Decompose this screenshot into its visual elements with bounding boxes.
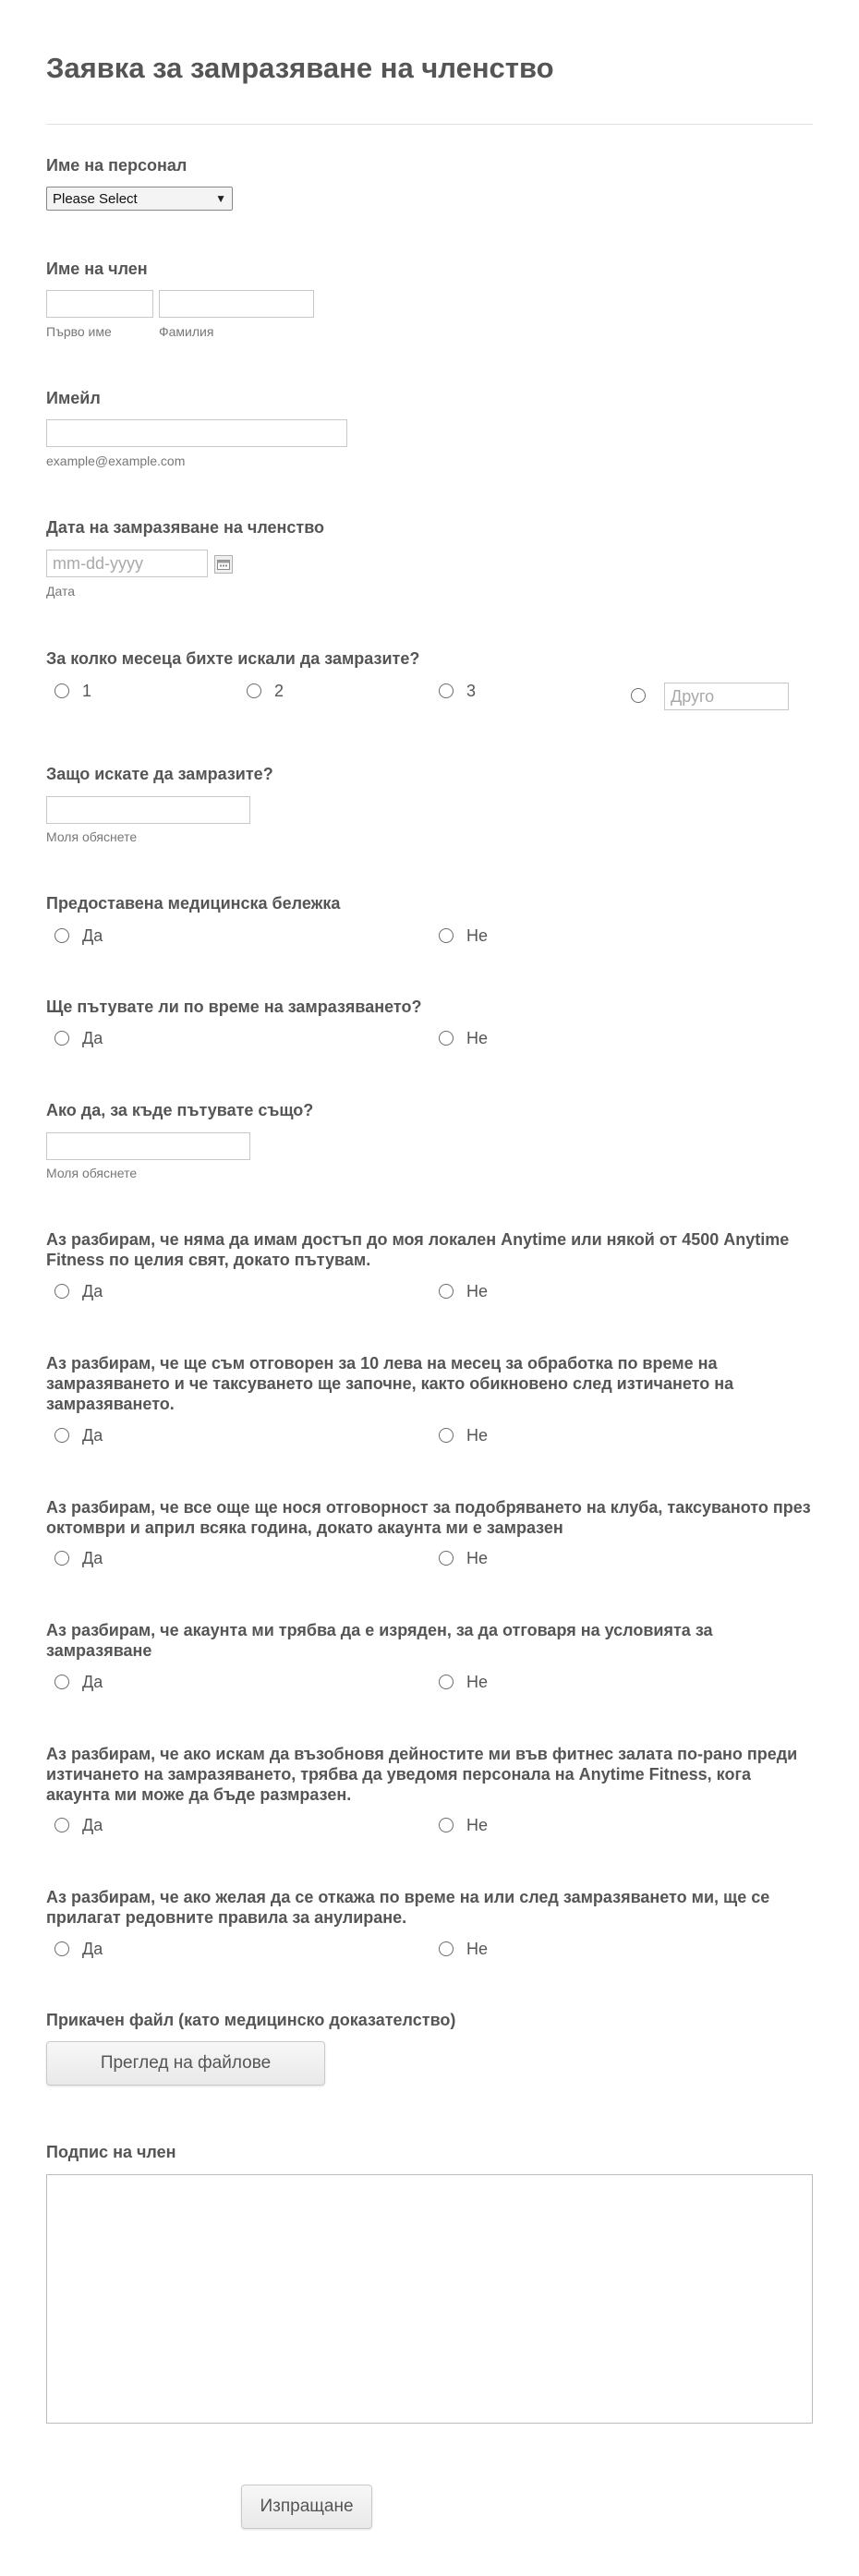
ack-1-label: Аз разбирам, че няма да имам достъп до моя локален Anytime или някой от 4500 Anytime Fitness по целия свят, докато пътувам. [46, 1230, 790, 1269]
traveling-label: Ще пътувате ли по време на замразяването? [46, 998, 422, 1016]
medical-note-yes[interactable]: Да [54, 925, 103, 946]
ack-5-label: Аз разбирам, че ако искам да възобновя дейностите ми във фитнес залата по-рано преди изтичането на замразяването, трябва да уведомя персонала на Anytime Fitness, кога акаунта ми може да бъде размразен. [46, 1745, 798, 1804]
radio-icon[interactable] [54, 1675, 69, 1689]
calendar-icon[interactable] [214, 555, 233, 574]
email-input[interactable] [46, 419, 347, 447]
ack-6-yes[interactable]: Да [54, 1939, 103, 1959]
ack-3-no[interactable]: Не [439, 1548, 488, 1568]
radio-icon[interactable] [439, 1675, 454, 1689]
ack-6-label: Аз разбирам, че ако желая да се откажа по време на или след замразяването ми, ще се прилагат редовните правила за анулиране. [46, 1888, 770, 1927]
months-option-3[interactable]: 3 [439, 681, 476, 701]
radio-icon[interactable] [439, 1428, 454, 1443]
ack-4-label: Аз разбирам, че акаунта ми трябва да е изряден, за да отговаря на условията за замразяване [46, 1621, 713, 1660]
title-divider [46, 124, 813, 125]
radio-icon[interactable] [54, 928, 69, 943]
radio-icon[interactable] [54, 1284, 69, 1299]
staff-name-select[interactable] [46, 187, 233, 211]
radio-icon[interactable] [439, 683, 454, 698]
email-label: Имейл [46, 389, 101, 407]
months-option-other[interactable] [631, 688, 659, 703]
radio-icon[interactable] [54, 1941, 69, 1956]
radio-icon[interactable] [439, 1284, 454, 1299]
member-name-label: Име на член [46, 260, 148, 278]
reason-sublabel: Моля обяснете [46, 829, 138, 844]
ack-4-no[interactable]: Не [439, 1672, 488, 1692]
radio-icon[interactable] [54, 1551, 69, 1566]
page-title: Заявка за замразяване на членство [46, 52, 554, 84]
months-option-1[interactable]: 1 [54, 681, 91, 701]
traveling-yes[interactable]: Да [54, 1028, 103, 1048]
months-label: За колко месеца бихте искали да замразите? [46, 649, 420, 668]
radio-icon[interactable] [439, 928, 454, 943]
attachment-label: Прикачен файл (като медицинско доказателство) [46, 2011, 456, 2029]
freeze-date-label: Дата на замразяване на членство [46, 518, 325, 537]
submit-button[interactable]: Изпращане [241, 2485, 372, 2529]
ack-4-yes[interactable]: Да [54, 1672, 103, 1692]
radio-icon[interactable] [54, 1818, 69, 1832]
ack-2-yes[interactable]: Да [54, 1425, 103, 1445]
travel-where-input[interactable] [46, 1132, 250, 1160]
ack-1-no[interactable]: Не [439, 1281, 488, 1301]
ack-3-yes[interactable]: Да [54, 1548, 103, 1568]
first-name-sublabel: Първо име [46, 324, 112, 339]
email-sublabel: example@example.com [46, 454, 186, 468]
travel-where-sublabel: Моля обяснете [46, 1166, 138, 1180]
ack-1-yes[interactable]: Да [54, 1281, 103, 1301]
staff-name-label: Име на персонал [46, 156, 188, 175]
months-other-input[interactable] [664, 683, 789, 710]
reason-input[interactable] [46, 796, 250, 824]
radio-icon[interactable] [439, 1818, 454, 1832]
radio-icon[interactable] [439, 1551, 454, 1566]
months-option-2[interactable]: 2 [247, 681, 284, 701]
signature-pad[interactable] [46, 2174, 813, 2424]
radio-icon[interactable] [247, 683, 261, 698]
last-name-sublabel: Фамилия [159, 324, 214, 339]
ack-2-label: Аз разбирам, че ще съм отговорен за 10 лева на месец за обработка по време на замразяването и че таксуването ще започне, както обикновено след изтичането на замразяването. [46, 1354, 734, 1413]
last-name-input[interactable] [159, 290, 314, 318]
radio-icon[interactable] [631, 688, 646, 703]
traveling-no[interactable]: Не [439, 1028, 488, 1048]
radio-icon[interactable] [439, 1941, 454, 1956]
radio-icon[interactable] [439, 1031, 454, 1046]
travel-where-label: Ако да, за къде пътувате също? [46, 1101, 314, 1119]
ack-3-label: Аз разбирам, че все още ще нося отговорност за подобряването на клуба, таксуваното през октомври и април всяка година, докато акаунта ми е замразен [46, 1498, 811, 1537]
medical-note-no[interactable]: Не [439, 925, 488, 946]
first-name-input[interactable] [46, 290, 153, 318]
freeze-date-input[interactable] [46, 550, 208, 577]
radio-icon[interactable] [54, 1428, 69, 1443]
staff-name-selected: Please Select [53, 190, 138, 207]
ack-2-no[interactable]: Не [439, 1425, 488, 1445]
ack-5-no[interactable]: Не [439, 1815, 488, 1835]
chevron-down-icon: ▼ [215, 192, 226, 205]
radio-icon[interactable] [54, 683, 69, 698]
medical-note-label: Предоставена медицинска бележка [46, 894, 341, 913]
ack-6-no[interactable]: Не [439, 1939, 488, 1959]
freeze-date-sublabel: Дата [46, 584, 76, 599]
browse-files-button[interactable]: Преглед на файлове [46, 2041, 325, 2086]
ack-5-yes[interactable]: Да [54, 1815, 103, 1835]
signature-label: Подпис на член [46, 2143, 176, 2161]
radio-icon[interactable] [54, 1031, 69, 1046]
reason-label: Защо искате да замразите? [46, 765, 273, 783]
